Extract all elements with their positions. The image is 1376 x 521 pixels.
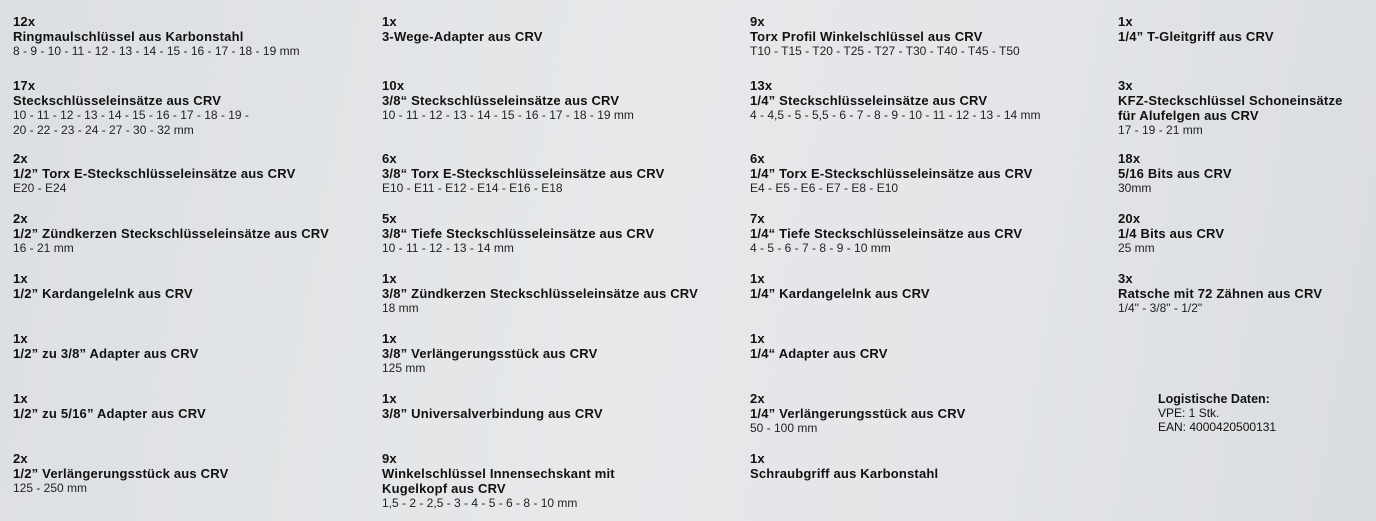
item-detail: 10 - 11 - 12 - 13 - 14 - 15 - 16 - 17 - 18 - 19 mm: [382, 108, 634, 122]
item-count: 1x: [382, 14, 397, 29]
list-item: [382, 271, 698, 316]
item-detail: 16 - 21 mm: [13, 241, 74, 255]
item-detail: 8 - 9 - 10 - 11 - 12 - 13 - 14 - 15 - 16 - 17 - 18 - 19 mm: [13, 44, 300, 58]
list-item: [1118, 211, 1224, 256]
item-title: Ratsche mit 72 Zähnen aus CRV: [1118, 286, 1323, 301]
list-item: [750, 271, 930, 301]
item-count: 1x: [750, 331, 765, 346]
item-detail: E4 - E5 - E6 - E7 - E8 - E10: [750, 181, 899, 195]
list-item: [382, 14, 543, 44]
logistics-block: [1158, 392, 1276, 434]
item-count: 17x: [13, 78, 36, 93]
item-count: 6x: [382, 151, 397, 166]
item-title: 3-Wege-Adapter aus CRV: [382, 29, 543, 44]
item-detail: 30mm: [1118, 181, 1152, 195]
item-title: Ringmaulschlüssel aus Karbonstahl: [13, 29, 244, 44]
item-count: 3x: [1118, 78, 1133, 93]
item-title: 1/4“ Tiefe Steckschlüsseleinsätze aus CRV: [750, 226, 1023, 241]
list-item: [1118, 151, 1232, 196]
item-title: 1/4 Bits aus CRV: [1118, 226, 1225, 241]
list-item: [382, 391, 603, 421]
item-title: Steckschlüsseleinsätze aus CRV: [13, 93, 222, 108]
item-title: 1/4” Kardangelelnk aus CRV: [750, 286, 930, 301]
item-detail: 17 - 19 - 21 mm: [1118, 123, 1203, 137]
item-title: 5/16 Bits aus CRV: [1118, 166, 1232, 181]
item-title: 3/8” Zündkerzen Steckschlüsseleinsätze aus CRV: [382, 286, 699, 301]
list-item: [13, 331, 199, 361]
list-item: [1118, 14, 1274, 44]
item-count: 7x: [750, 211, 765, 226]
item-title: 1/2” zu 5/16” Adapter aus CRV: [13, 406, 206, 421]
item-count: 2x: [13, 211, 28, 226]
list-item: [13, 14, 300, 59]
list-item: [382, 151, 665, 196]
item-title: 1/2” Kardangelelnk aus CRV: [13, 286, 193, 301]
item-count: 2x: [13, 451, 28, 466]
list-item: [750, 451, 938, 481]
list-item: [750, 211, 1022, 256]
item-count: 2x: [750, 391, 765, 406]
item-detail: E10 - E11 - E12 - E14 - E16 - E18: [382, 181, 563, 195]
item-count: 12x: [13, 14, 36, 29]
list-item: [382, 78, 634, 123]
list-item: [750, 151, 1033, 196]
item-title: für Alufelgen aus CRV: [1118, 108, 1259, 123]
item-count: 1x: [13, 271, 28, 286]
list-item: [750, 331, 888, 361]
item-title: 1/2” zu 3/8” Adapter aus CRV: [13, 346, 199, 361]
list-item: [382, 211, 654, 256]
item-count: 9x: [382, 451, 397, 466]
item-title: 3/8“ Tiefe Steckschlüsseleinsätze aus CRV: [382, 226, 655, 241]
item-count: 1x: [750, 451, 765, 466]
item-count: 10x: [382, 78, 405, 93]
logistics-title: Logistische Daten:: [1158, 392, 1270, 406]
item-title: 1/4” Torx E-Steckschlüsseleinsätze aus CRV: [750, 166, 1033, 181]
item-detail: 125 mm: [382, 361, 426, 375]
item-title: 3/8“ Steckschlüsseleinsätze aus CRV: [382, 93, 620, 108]
item-title: KFZ-Steckschlüssel Schoneinsätze: [1118, 93, 1343, 108]
item-count: 20x: [1118, 211, 1141, 226]
item-title: Torx Profil Winkelschlüssel aus CRV: [750, 29, 983, 44]
item-count: 1x: [382, 271, 397, 286]
item-count: 1x: [1118, 14, 1133, 29]
list-item: [750, 14, 1020, 59]
item-detail: T10 - T15 - T20 - T25 - T27 - T30 - T40 - T45 - T50: [750, 44, 1020, 58]
item-title: Schraubgriff aus Karbonstahl: [750, 466, 939, 481]
item-title: Kugelkopf aus CRV: [382, 481, 506, 496]
item-title: Winkelschlüssel Innensechskant mit: [382, 466, 615, 481]
list-item: [1118, 271, 1322, 316]
item-title: 1/2” Verlängerungsstück aus CRV: [13, 466, 229, 481]
item-title: 3/8” Universalverbindung aus CRV: [382, 406, 603, 421]
item-detail: 1/4" - 3/8" - 1/2": [1118, 301, 1203, 315]
item-count: 1x: [382, 391, 397, 406]
item-title: 1/4“ Adapter aus CRV: [750, 346, 888, 361]
list-item: [1118, 78, 1343, 138]
item-detail: 20 - 22 - 23 - 24 - 27 - 30 - 32 mm: [13, 123, 194, 137]
item-count: 1x: [13, 331, 28, 346]
item-detail: 18 mm: [382, 301, 419, 315]
item-title: 1/2” Zündkerzen Steckschlüsseleinsätze aus CRV: [13, 226, 330, 241]
list-item: [750, 78, 1041, 123]
item-count: 1x: [13, 391, 28, 406]
list-item: [13, 451, 229, 496]
item-detail: 125 - 250 mm: [13, 481, 88, 495]
item-title: 1/4” T-Gleitgriff aus CRV: [1118, 29, 1274, 44]
list-item: [382, 331, 598, 376]
item-title: 1/4” Steckschlüsseleinsätze aus CRV: [750, 93, 988, 108]
item-detail: 25 mm: [1118, 241, 1155, 255]
item-title: 1/4” Verlängerungsstück aus CRV: [750, 406, 966, 421]
item-count: 9x: [750, 14, 765, 29]
list-item: [13, 391, 206, 421]
logistics-ean: EAN: 4000420500131: [1158, 420, 1277, 434]
item-title: 3/8” Verlängerungsstück aus CRV: [382, 346, 598, 361]
list-item: [382, 451, 615, 511]
item-count: 5x: [382, 211, 397, 226]
item-detail: 50 - 100 mm: [750, 421, 818, 435]
item-title: 1/2” Torx E-Steckschlüsseleinsätze aus CRV: [13, 166, 296, 181]
logistics-vpe: VPE: 1 Stk.: [1158, 406, 1220, 420]
item-detail: 4 - 5 - 6 - 7 - 8 - 9 - 10 mm: [750, 241, 891, 255]
item-count: 18x: [1118, 151, 1141, 166]
item-detail: 10 - 11 - 12 - 13 - 14 mm: [382, 241, 514, 255]
item-count: 13x: [750, 78, 773, 93]
list-item: [13, 271, 193, 301]
item-count: 1x: [382, 331, 397, 346]
item-count: 3x: [1118, 271, 1133, 286]
item-count: 1x: [750, 271, 765, 286]
item-detail: 1,5 - 2 - 2,5 - 3 - 4 - 5 - 6 - 8 - 10 mm: [382, 496, 578, 510]
item-count: 2x: [13, 151, 28, 166]
list-item: [750, 391, 966, 436]
list-item: [13, 211, 329, 256]
list-item: [13, 78, 249, 138]
list-item: [13, 151, 296, 196]
item-detail: 4 - 4,5 - 5 - 5,5 - 6 - 7 - 8 - 9 - 10 - 11 - 12 - 13 - 14 mm: [750, 108, 1041, 122]
item-title: 3/8“ Torx E-Steckschlüsseleinsätze aus CRV: [382, 166, 665, 181]
item-detail: E20 - E24: [13, 181, 67, 195]
item-count: 6x: [750, 151, 765, 166]
item-detail: 10 - 11 - 12 - 13 - 14 - 15 - 16 - 17 - 18 - 19 -: [13, 108, 249, 122]
